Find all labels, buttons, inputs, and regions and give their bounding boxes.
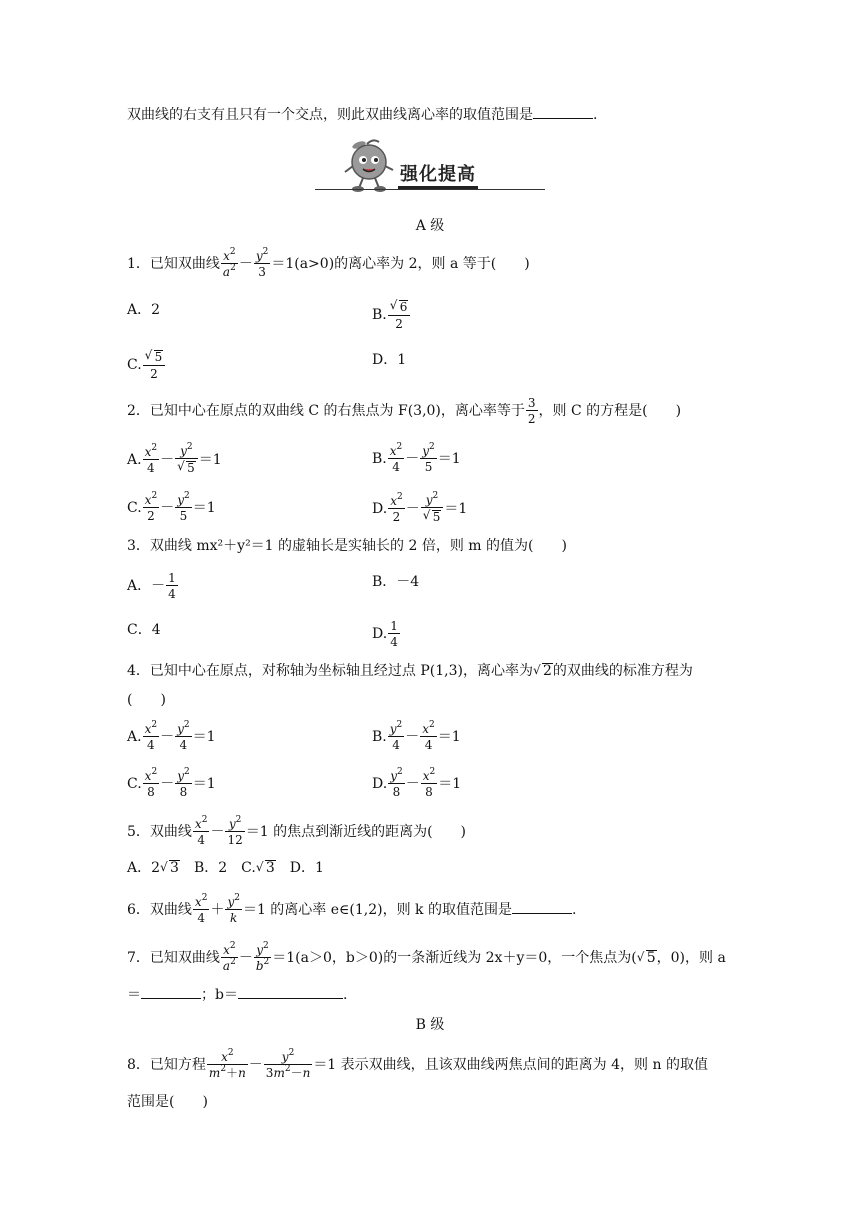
q4-option-c[interactable]: C. $\frac{x^2}{8}$ － $\frac{y^2}{8}$ ＝1 [127,767,216,799]
question-3 [127,536,567,556]
q4-option-a[interactable]: A. $\frac{x^2}{4}$ － $\frac{y^2}{4}$ ＝1 [127,720,216,752]
q1-option-d[interactable]: D．1 [372,352,407,368]
banner-rule [315,189,545,190]
answer-blank [533,104,593,119]
q5-options [127,858,324,878]
q3-option-d[interactable]: D. $\frac{1}{4}$ [372,619,398,649]
intro-text: 双曲线的右支有且只有一个交点，则此双曲线离心率的取值范围是 [127,107,533,123]
level-a-heading: A 级 [415,218,445,234]
q7-blank-b [238,984,343,999]
q5-pre: 双曲线 [149,824,192,840]
q7-blank-a [141,984,201,999]
q2-option-b[interactable]: B. $\frac{x^2}{4}$ － $\frac{y^2}{5}$ ＝1 [372,442,461,474]
section-banner [315,138,545,193]
q1-frac-x: $\frac{x^2}{a^2}$ [222,247,236,279]
question-4: 4．已知中心在原点，对称轴为坐标轴且经过点 P(1,3)，离心率为√ 2的双曲线的标准方程为 [127,661,693,681]
q8-number: 8． [127,1057,150,1073]
q6-post: ＝1 的离心率 e∈(1,2)，则 k 的取值范围是 [242,902,512,918]
q4-option-b[interactable]: B. $\frac{y^2}{4}$ － $\frac{x^2}{4}$ ＝1 [372,720,461,752]
q2-frac: $\frac{3}{2}$ [527,396,536,426]
question-2 [127,397,681,425]
banner-title: 强化提高 [400,160,476,186]
q7-mid2: ，0)，则 a [656,950,726,966]
q1-frac-y: $\frac{y^2}{3}$ [255,247,269,279]
q8-pre: 已知方程 [149,1057,206,1073]
q4-number: 4． [127,663,150,679]
q3-number: 3． [127,538,150,554]
q2-text: 已知中心在原点的双曲线 C 的右焦点为 F(3,0)，离心率等于 [149,403,525,419]
question-8: 8．已知方程 $\frac{x^2}{m^2+n}$ － $\frac{y^2}{3m^2-n}$ ＝1 表示双曲线，且该双曲线两焦点间的距离为 4，则 n 的取值 [127,1048,708,1080]
question-7: 7．已知双曲线 $\frac{x^2}{a^2}$ － $\frac{y^2}{b^2}$ ＝1(a＞0，b＞0)的一条渐近线为 2x＋y＝0，一个焦点为(√ 5，0)，则 a [127,944,726,972]
q7-eq-a: ＝ [127,987,141,1003]
q1-option-b[interactable]: B. √ $\frac{6}{2}$ [372,300,411,330]
q4-paren: ( ) [127,692,166,708]
q7-mid: ＝1(a＞0，b＞0)的一条渐近线为 2x＋y＝0，一个焦点为( [272,950,637,966]
q1-post: (a>0)的离心率为 2，则 a 等于( ) [294,256,530,272]
q3-text: 双曲线 mx²＋y²＝1 的虚轴长是实轴长的 2 倍，则 m 的值为( ) [149,538,567,554]
q4-option-d[interactable]: D. $\frac{y^2}{8}$ － $\frac{x^2}{8}$ ＝1 [372,767,462,799]
q6-pre: 双曲线 [149,902,192,918]
q6-blank [512,899,572,914]
q4-text2: 的双曲线的标准方程为 [552,663,693,679]
q7-eq-b: ；b＝ [201,987,238,1003]
q5-option-d[interactable]: D．1 [289,860,324,876]
q3-option-a[interactable]: A．－ $\frac{1}{4}$ [127,571,176,601]
q7-line2: ＝ ；b＝ . [127,984,347,1005]
q7-pre: 已知双曲线 [149,950,220,966]
q2-option-c[interactable]: C. $\frac{x^2}{2}$ － $\frac{y^2}{5}$ ＝1 [127,491,216,523]
question-1: 1．已知双曲线 $\frac{x^2}{a^2}$ － $\frac{y^2}{3}$ ＝1(a>0)的离心率为 2，则 a 等于( ) [127,247,530,279]
q3-option-b[interactable]: B．－4 [372,574,420,590]
q5-option-b[interactable]: B．2 [193,860,228,876]
q2-number: 2． [127,403,150,419]
q2-option-d[interactable]: D. $\frac{x^2}{2}$ － $y^2$ √ 5 ＝1 [372,494,467,524]
q5-option-c[interactable]: C.√ 3 [241,860,276,876]
q1-option-c[interactable]: C. √ $\frac{5}{2}$ [127,350,166,380]
q5-number: 5． [127,824,150,840]
q5-option-a[interactable]: A．2√ 3 [127,860,180,876]
q3-option-c[interactable]: C．4 [127,622,161,638]
q1-option-a[interactable]: A．2 [127,302,161,318]
level-b-heading: B 级 [415,1017,445,1033]
question-5: 5．双曲线 $\frac{x^2}{4}$ － $\frac{y^2}{12}$ ＝1 的焦点到渐近线的距离为( ) [127,815,466,847]
q2-tail: ，则 C 的方程是( ) [538,403,682,419]
q1-number: 1． [127,256,150,272]
q6-number: 6． [127,902,150,918]
mascot-icon [335,138,405,193]
q2-option-a[interactable]: A. $\frac{x^2}{4}$ － $y^2$ √ 5 ＝1 [127,445,222,475]
q4-text1: 已知中心在原点，对称轴为坐标轴且经过点 P(1,3)，离心率为 [149,663,533,679]
q7-number: 7． [127,950,150,966]
question-6: 6．双曲线 $\frac{x^2}{4}$ ＋ $\frac{y^2}{k}$ ＝1 的离心率 e∈(1,2)，则 k 的取值范围是 . [127,893,577,925]
q8-line2: 范围是( ) [127,1094,208,1110]
q5-post: ＝1 的焦点到渐近线的距离为( ) [245,824,466,840]
q1-pre: 已知双曲线 [149,256,220,272]
intro-line: 双曲线的右支有且只有一个交点，则此双曲线离心率的取值范围是 . [127,104,597,125]
q8-post: ＝1 表示双曲线，且该双曲线两焦点间的距离为 4，则 n 的取值 [313,1057,708,1073]
